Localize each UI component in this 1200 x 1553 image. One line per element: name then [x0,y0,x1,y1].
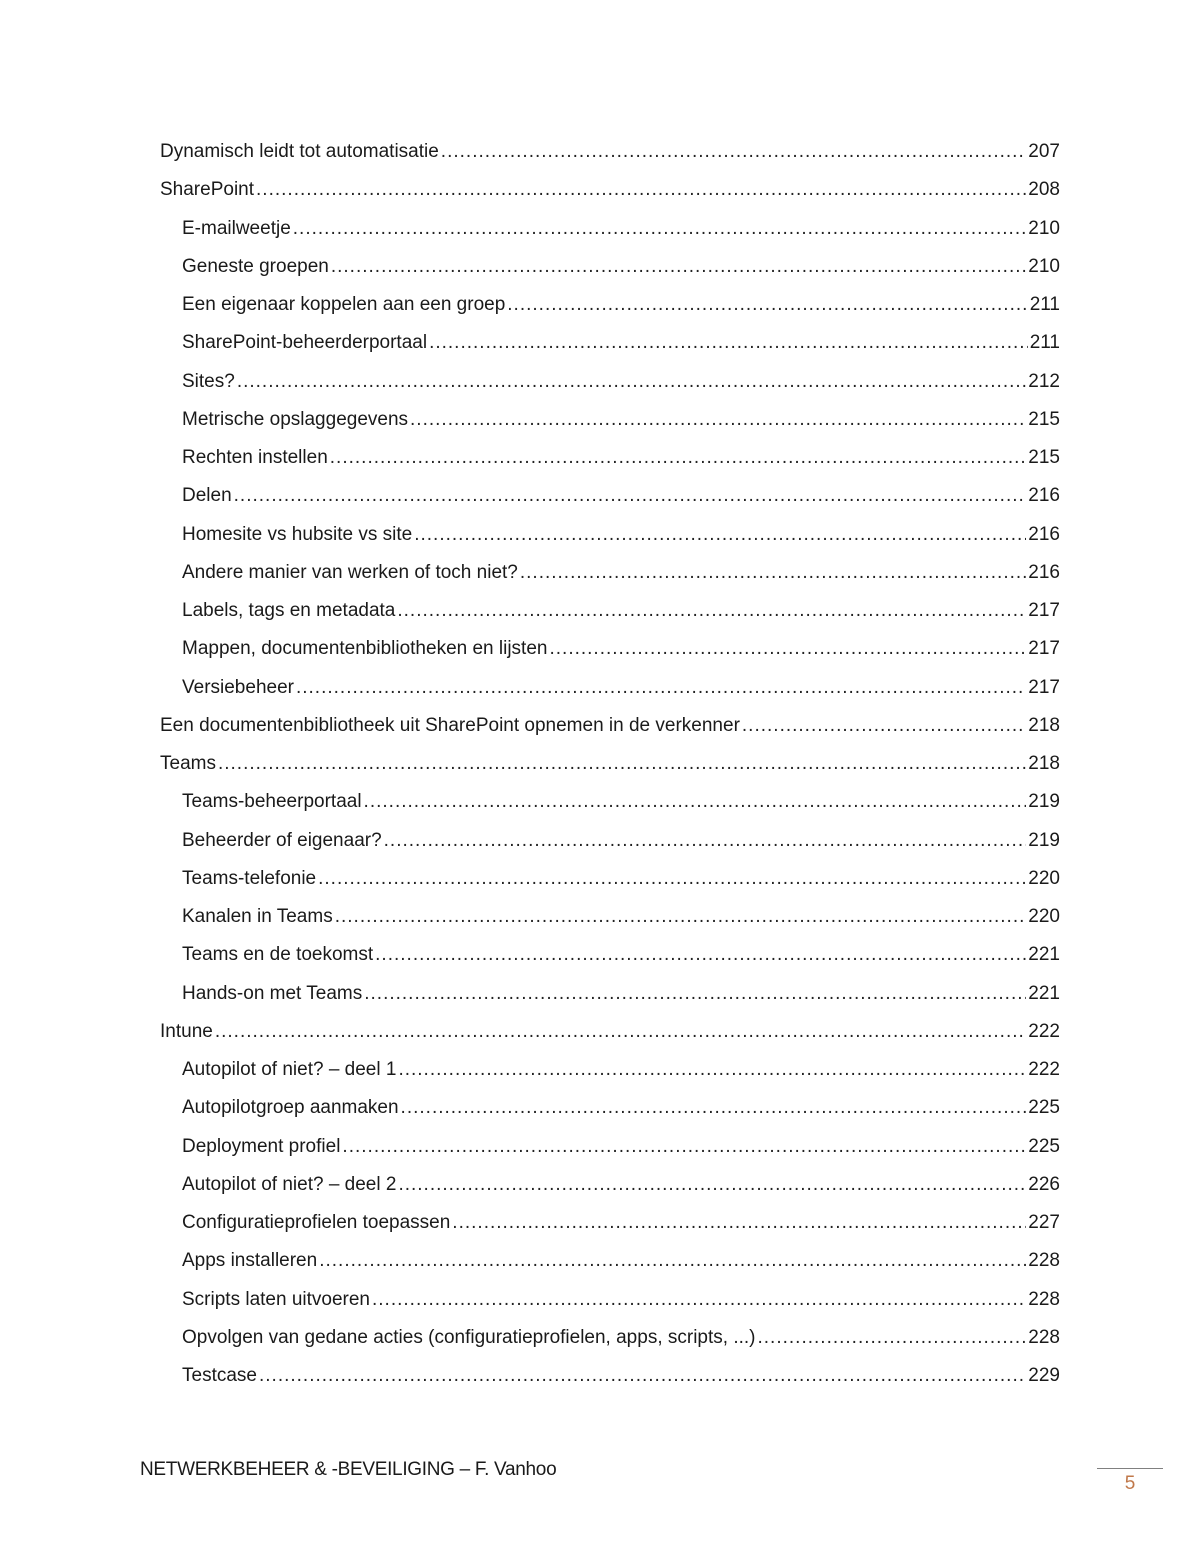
dot-leader [215,1013,1026,1051]
toc-entry-page: 226 [1028,1173,1060,1195]
toc-entry[interactable] [160,630,1060,668]
toc-entry-page: 212 [1028,370,1060,392]
toc-entry-title: Autopilot of niet? – deel 2 [182,1173,397,1195]
toc-entry-page: 228 [1028,1250,1060,1272]
dot-leader [429,324,1028,362]
toc-entry-title: Teams [160,753,216,774]
dot-leader [296,669,1026,707]
dot-leader [234,477,1027,515]
page-number: 5 [1124,1473,1136,1494]
toc-entry-title: Metrische opslaggegevens [182,408,409,430]
dot-leader [318,860,1026,898]
toc-entry[interactable] [160,1357,1060,1395]
toc-entry-page: 221 [1028,944,1060,966]
toc-entry-title: E-mailweetje [182,217,291,239]
toc-entry-title: Autopilotgroep aanmaken [182,1097,399,1119]
toc-entry-title: Opvolgen van gedane acties (configuratieprofielen, apps, scripts, ...) [182,1326,756,1348]
dot-leader [397,592,1026,630]
toc-entry[interactable] [160,248,1060,286]
toc-entry-page: 220 [1028,867,1060,889]
toc-entry[interactable] [160,477,1060,515]
table-of-contents [160,133,1060,1395]
toc-entry-page: 210 [1028,217,1060,239]
dot-leader [331,248,1026,286]
toc-entry-title: Een documentenbibliotheek uit SharePoint opnemen in de verkenner [160,714,740,736]
dot-leader [452,1204,1026,1242]
toc-entry-page: 222 [1028,1020,1060,1042]
toc-entry[interactable] [160,1166,1060,1204]
toc-entry-page: 229 [1028,1365,1060,1386]
toc-entry-page: 207 [1028,141,1060,162]
footer-divider [1097,1468,1163,1469]
toc-entry[interactable] [160,401,1060,439]
dot-leader [364,783,1027,821]
toc-entry[interactable] [160,1319,1060,1357]
toc-entry-title: Homesite vs hubsite vs site [182,523,413,545]
toc-entry-title: Testcase [182,1365,257,1386]
dot-leader [384,822,1027,860]
toc-entry-title: Configuratieprofielen toepassen [182,1212,451,1233]
toc-entry[interactable] [160,1281,1060,1319]
toc-entry-page: 208 [1028,179,1060,201]
toc-entry-title: SharePoint [160,179,255,201]
dot-leader [372,1281,1026,1319]
toc-entry[interactable] [160,286,1060,324]
toc-entry-page: 228 [1028,1288,1060,1310]
toc-entry-page: 219 [1028,791,1060,813]
toc-entry[interactable] [160,783,1060,821]
toc-entry-title: Kanalen in Teams [182,906,333,927]
toc-entry[interactable] [160,822,1060,860]
toc-entry-page: 217 [1028,638,1060,660]
toc-entry-page: 211 [1029,294,1060,315]
toc-entry[interactable] [160,669,1060,707]
toc-entry[interactable] [160,1013,1060,1051]
toc-entry-page: 216 [1028,485,1060,507]
toc-entry-title: Labels, tags en metadata [182,600,396,621]
dot-leader [520,554,1026,592]
toc-entry-title: Een eigenaar koppelen aan een groep [182,294,506,315]
toc-entry[interactable] [160,1051,1060,1089]
toc-entry-title: Versiebeheer [182,676,294,698]
toc-entry[interactable] [160,707,1060,745]
dot-leader [375,936,1026,974]
dot-leader [237,363,1026,401]
toc-entry-title: Sites? [182,370,235,392]
toc-entry-page: 217 [1028,600,1060,621]
toc-entry-page: 216 [1028,561,1060,583]
toc-entry-page: 225 [1028,1097,1060,1119]
dot-leader [342,1128,1026,1166]
toc-entry[interactable] [160,1242,1060,1280]
toc-entry[interactable] [160,860,1060,898]
toc-entry[interactable] [160,745,1060,783]
footer-title: NETWERKBEHEER & -BEVEILIGING – F. Vanhoo [140,1459,557,1480]
toc-entry-title: Hands-on met Teams [182,982,363,1004]
toc-entry[interactable] [160,936,1060,974]
toc-entry-page: 216 [1028,523,1060,545]
dot-leader [259,1357,1026,1395]
toc-entry[interactable] [160,554,1060,592]
toc-entry-page: 215 [1028,408,1060,430]
toc-entry[interactable] [160,975,1060,1013]
toc-entry-title: Scripts laten uitvoeren [182,1288,370,1310]
toc-entry-title: Apps installeren [182,1250,318,1272]
toc-entry-title: Beheerder of eigenaar? [182,829,382,851]
toc-entry-page: 211 [1029,332,1060,354]
dot-leader [414,516,1026,554]
toc-entry-page: 225 [1028,1135,1060,1157]
toc-entry[interactable] [160,592,1060,630]
dot-leader [256,171,1026,209]
toc-entry-title: Deployment profiel [182,1135,341,1157]
dot-leader [401,1089,1027,1127]
toc-entry[interactable] [160,324,1060,362]
dot-leader [364,975,1026,1013]
toc-entry[interactable] [160,1089,1060,1127]
dot-leader [330,439,1027,477]
toc-entry-page: 220 [1028,906,1060,927]
toc-entry-page: 215 [1028,447,1060,468]
toc-entry-page: 218 [1028,753,1060,774]
toc-entry-title: Autopilot of niet? – deel 1 [182,1059,397,1080]
toc-entry-page: 210 [1028,255,1060,277]
dot-leader [218,745,1026,783]
toc-entry[interactable] [160,1204,1060,1242]
toc-entry-title: Teams en de toekomst [182,944,374,966]
dot-leader [549,630,1026,668]
dot-leader [410,401,1026,439]
dot-leader [758,1319,1027,1357]
dot-leader [398,1051,1026,1089]
toc-entry-page: 217 [1028,676,1060,698]
toc-entry-title: Rechten instellen [182,447,328,468]
dot-leader [742,707,1026,745]
toc-entry[interactable] [160,516,1060,554]
toc-entry[interactable] [160,363,1060,401]
toc-entry-title: SharePoint-beheerderportaal [182,332,428,354]
toc-entry-page: 219 [1028,829,1060,851]
toc-entry-title: Andere manier van werken of toch niet? [182,561,518,583]
toc-entry[interactable] [160,1128,1060,1166]
toc-entry-title: Teams-telefonie [182,867,317,889]
toc-entry-page: 218 [1028,714,1060,736]
toc-entry-title: Dynamisch leidt tot automatisatie [160,141,439,162]
dot-leader [507,286,1027,324]
toc-entry-page: 228 [1028,1326,1060,1348]
toc-entry[interactable] [160,439,1060,477]
toc-entry-page: 221 [1028,982,1060,1004]
toc-entry-page: 227 [1028,1212,1060,1233]
toc-entry[interactable] [160,210,1060,248]
dot-leader [398,1166,1026,1204]
toc-entry-title: Delen [182,485,232,507]
toc-entry-title: Intune [160,1020,213,1042]
toc-entry[interactable] [160,898,1060,936]
toc-entry-title: Teams-beheerportaal [182,791,362,813]
dot-leader [319,1242,1026,1280]
toc-entry[interactable] [160,171,1060,209]
dot-leader [441,133,1027,171]
toc-entry-title: Mappen, documentenbibliotheken en lijsten [182,638,548,660]
dot-leader [293,210,1027,248]
toc-entry-title: Geneste groepen [182,255,329,277]
dot-leader [335,898,1027,936]
toc-entry-page: 222 [1028,1059,1060,1080]
toc-entry[interactable] [160,133,1060,171]
